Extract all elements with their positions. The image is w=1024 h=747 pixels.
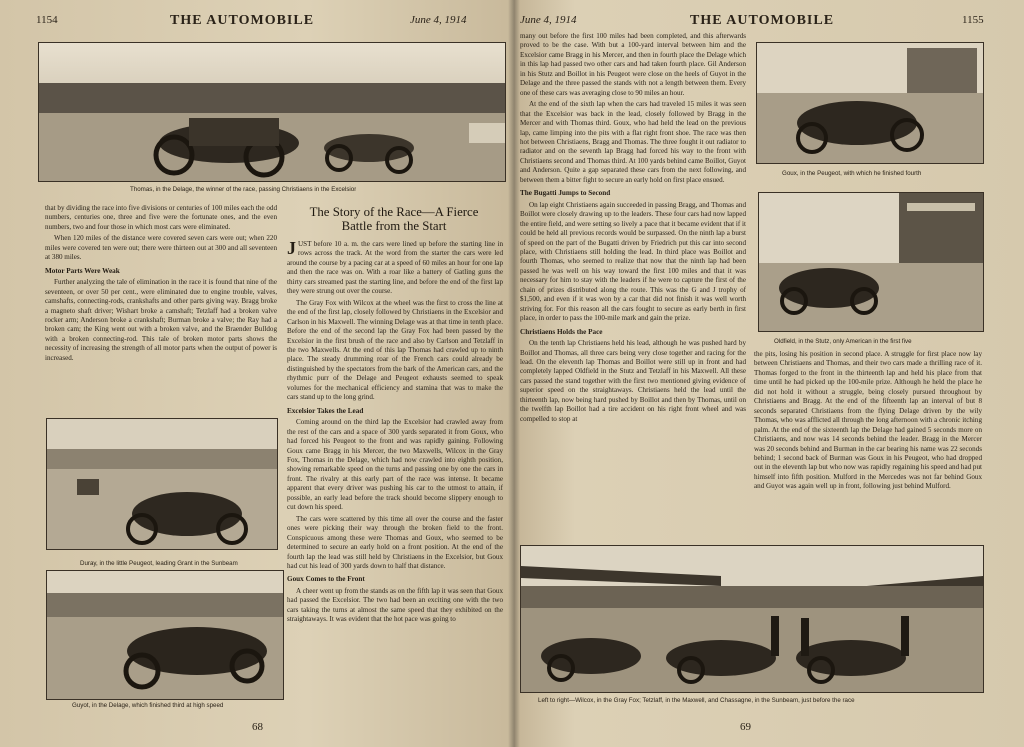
spine-gutter bbox=[508, 0, 520, 747]
right-page-number-top: 1155 bbox=[962, 14, 984, 26]
left-page-number-top: 1154 bbox=[36, 14, 58, 26]
photo-duray-peugeot bbox=[46, 418, 278, 550]
photo-wilcox-tetzlaff-chassagne bbox=[520, 545, 984, 693]
paragraph: When 120 miles of the distance were covered seven cars were out; when 220 miles were covered ten were out; there were thirteen out at 300 and all seventeen at 380 miles. bbox=[45, 234, 277, 262]
paragraph: Coming around on the third lap the Excelsior had crawled away from the rest of the cars and a space of 300 yards separated it from Goux, who had forced his Peugeot to the front and was rapidly gaining. Following Goux came Bragg in his Mercer, the two Maxwells, Wilcox in the Gray Fox, Thomas in the Delage, which had now crawled into eighth position, showing remarkable speed on the turns and passing one by one the cars in front. The rivalry at this early part of the race was intense. It became apparent that every driver was pushing his car to the utmost to attain, if possible, an early lead before the track should become slippery enough to cut down his speed. bbox=[287, 418, 503, 512]
headline-line-1: The Story of the Race—A Fierce bbox=[309, 205, 479, 219]
paragraph: At the end of the sixth lap when the cars had traveled 15 miles it was seen that the Excelsior was back in the lead, closely followed by Bragg in the Mercer and with Thomas third. Goux, who had held the lead on the previous lap, came limping into the pits with a flat right front shoe. The race was then hot between Christiaens, Bragg and Thomas. The three fought it out radiator to radiator and on the seventh lap Bragg had forced his way to the front with Christiaens second and Thomas third. At 100 yards behind came Boillot, Guyot and Anderson. Quite a gap separated these cars from the next following, and between them a bitter fight to secure an early hold on first place ensued. bbox=[520, 100, 746, 184]
paragraph: The Gray Fox with Wilcox at the wheel was the first to cross the line at the end of the first lap, closely followed by Christiaens in the Excelsior and Carlson in his Maxwell. The winning Delage was at that time in tenth place. Before the end of the second lap the Gray Fox had been passed by the Excelsior in the first brush of the race and also by Carlson and Tetzlaff in the two Maxwells. At the end of this lap Thomas had crawled up to ninth place. The steady drumming roar of the French cars could already be distinguished by the spectators from the bark of the American cars, and the rhythmic purr of the Delage and Peugeot exhausts seemed to speak volumes for the mechanical efficiency and stamina that was to make the cars stand up to the long grind. bbox=[287, 298, 503, 402]
race-car-photo-icon bbox=[759, 193, 983, 331]
headline-line-2: Battle from the Start bbox=[341, 219, 447, 233]
photo-top-caption: Thomas, in the Delage, the winner of the race, passing Christiaens in the Excelsior bbox=[130, 186, 357, 193]
right-magazine-title: THE AUTOMOBILE bbox=[690, 13, 835, 28]
left-magazine-title: THE AUTOMOBILE bbox=[170, 13, 315, 28]
story-headline bbox=[283, 205, 505, 233]
race-car-photo-icon bbox=[521, 546, 983, 692]
left-column-1 bbox=[45, 204, 277, 416]
subhead-excelsior: Excelsior Takes the Lead bbox=[287, 406, 364, 415]
photo-right-bottom-caption: Left to right—Wilcox, in the Gray Fox; Tetzlaff, in the Maxwell, and Chassagne, in the Sunbeam, just before the race bbox=[538, 697, 855, 704]
right-column-1 bbox=[520, 32, 746, 544]
photo-right-mid-caption: Oldfield, in the Stutz, only American in the first five bbox=[774, 338, 912, 345]
dropcap: J bbox=[287, 240, 296, 258]
right-page-number-bottom: 69 bbox=[740, 721, 751, 733]
subhead-goux: Goux Comes to the Front bbox=[287, 575, 365, 584]
left-column-2 bbox=[287, 240, 503, 706]
race-car-photo-icon bbox=[47, 419, 277, 549]
subhead-motor-parts: Motor Parts Were Weak bbox=[45, 266, 120, 275]
race-car-photo-icon bbox=[47, 571, 283, 699]
paragraph: Further analyzing the tale of elimination in the race it is found that nine of the seventeen, or over 50 per cent., were eliminated due to engine trouble, valves, camshafts, connecting-rods, crankshafts and other parts giving way. Bragg broke a magneto shaft driver; Wishart broke a camshaft; Tetzlaff had a broken valve rocker arm; Anderson broke a crankshaft; Burman broke a valve; the Ray had a broken cam; the King went out with a broken valve, and the Braender Bulldog with a broken connecting-rod. This tale of broken motor parts shows the necessity of increasing the strength of all motor parts when the output of power is increased. bbox=[45, 278, 277, 362]
photo-bottom-caption: Guyot, in the Delage, which finished third at high speed bbox=[72, 702, 224, 709]
paragraph: that by dividing the race into five divisions or centuries of 100 miles each the odd numbers, centuries one, three and five were the fortunate ones, and the even numbers, two and four those in which most cars were eliminated. bbox=[45, 204, 277, 231]
photo-goux-peugeot bbox=[756, 42, 984, 164]
right-date: June 4, 1914 bbox=[520, 14, 577, 26]
paragraph: the pits, losing his position in second place. A struggle for first place now lay between Christiaens and Thomas, and their two cars made a thrilling race of it. Thomas forged to the front in the thirteenth lap and held his place from that time until he had picked up the 100-mile prize. Although he held the place he did not hold it without a struggle, being closely pursued throughout by Christiaens and Bragg. At the end of the fifteenth lap an interval of but 8 seconds separated Christiaens from the flying Delage driven by the wily Thomas, who was afflicted all through the long afternoon with a chronic itching palm. At the end of the sixteenth lap the Delage had gained 5 seconds more on Christiaens, and now was 14 seconds behind the leader. Bragg in the Mercer was 20 seconds behind and Burman in the car bearing his name was 22 seconds behind; 1 second back of Burman was Goux in his Peugeot, who had dropped out in the eleventh lap but who now was rapidly regaining his speed and had put himself into fifth position. Mulford in the Mercedes was not far behind Goux and Guyot was again well up in front, following just behind Mulford. bbox=[754, 350, 982, 491]
paragraph: On lap eight Christiaens again succeeded in passing Bragg, and Thomas and Boillot were closely drawing up to the leaders. These four cars had now lapped the entire field, and were setting so lively a pace that it became evident that if it could be held all previous records would be surpassed. On the ninth lap a burst of speed on the part of the Bugatti driven by Friedrich put this car into second place, with Christiaens still holding the lead. In third place was Boillot and fourth Thomas, who seemed to realize that now that the ninth lap had been passed he was well on his way toward the first 100 miles and that it was necessary for him to stay with the leaders if he were to capture the first of the chain of prizes distributed along the route. This was the G and J trophy of $1,500, and even if it was won by a car that did not finish it was well worth striving for. For this reason all the cars fought to secure as early berth in first place, in order to pass the 100-mile mark and gain the prize. bbox=[520, 200, 746, 323]
subhead-christiaens: Christiaens Holds the Pace bbox=[520, 327, 603, 336]
photo-thomas-delage bbox=[38, 42, 506, 182]
photo-guyot-delage bbox=[46, 570, 284, 700]
paragraph: UST before 10 a. m. the cars were lined up before the starting line in rows across the track. At the word from the starter the cars were led around the course by a pacing car at a speed of 60 miles an hour for one lap and then the race was on. With a roar like a battery of Gatling guns the thirty cars streamed past the starting line, and before the end of the first lap they were strung out over the course. bbox=[287, 240, 503, 296]
race-car-photo-icon bbox=[39, 43, 505, 181]
paragraph: The cars were scattered by this time all over the course and the faster ones were picking their way through the broken field to the front. Conspicuous among these were Thomas and Goux, who seemed to be determined to secure an early hold on a front position. At the end of the fourth lap the lead was still held by Christiaens in the Excelsior, but Goux had cut his lead of 300 yards down to half that distance. bbox=[287, 514, 503, 570]
right-column-2 bbox=[754, 350, 982, 540]
paragraph: On the tenth lap Christiaens held his lead, although he was pushed hard by Boillot and Thomas, all three cars being very close together and racing for the lead. On the eleventh lap Thomas and Boillot were still up in front and had completely lapped Oldfield in the Stutz and Tetzlaff in his Maxwell. All these cars passed the stand together with the first two mentioned giving evidence of superior speed on the straightaways. Christiaens held the lead until the thirteenth lap, now being hard pushed by Boillot and then by Thomas, until on the twelfth lap Boillot had a tire accident on his right front wheel and was compelled to stop at bbox=[520, 339, 746, 423]
paragraph: A cheer went up from the stands as on the fifth lap it was seen that Goux had passed the Excelsior. The two had been an exciting one with the two cars taking the turns at almost the same speed that they exhibited on the straightaways. It was evident that the hot pace was going to bbox=[287, 586, 503, 624]
left-page-number-bottom: 68 bbox=[252, 721, 263, 733]
left-date: June 4, 1914 bbox=[410, 14, 467, 26]
photo-right-top-caption: Goux, in the Peugeot, with which he finished fourth bbox=[782, 170, 922, 177]
right-page bbox=[514, 0, 1024, 747]
photo-oldfield-stutz bbox=[758, 192, 984, 332]
race-car-photo-icon bbox=[757, 43, 983, 163]
photo-mid-caption: Duray, in the little Peugeot, leading Grant in the Sunbeam bbox=[80, 560, 238, 567]
paragraph: many out before the first 100 miles had been completed, and this afterwards proved to be the case. With but a 100-yard interval between him and the Excelsior came Bragg in his Mercer, and then in fourth place the Delage which in this lap had passed two other cars and had taken fourth place. Gil Anderson in his Stutz and Boillot in his Peugeot were close on the heels of Guyot in the Delage and the three passed the stands with not a length between them. Every one of these cars was averaging close to 90 miles an hour. bbox=[520, 32, 746, 97]
subhead-bugatti: The Bugatti Jumps to Second bbox=[520, 189, 611, 198]
